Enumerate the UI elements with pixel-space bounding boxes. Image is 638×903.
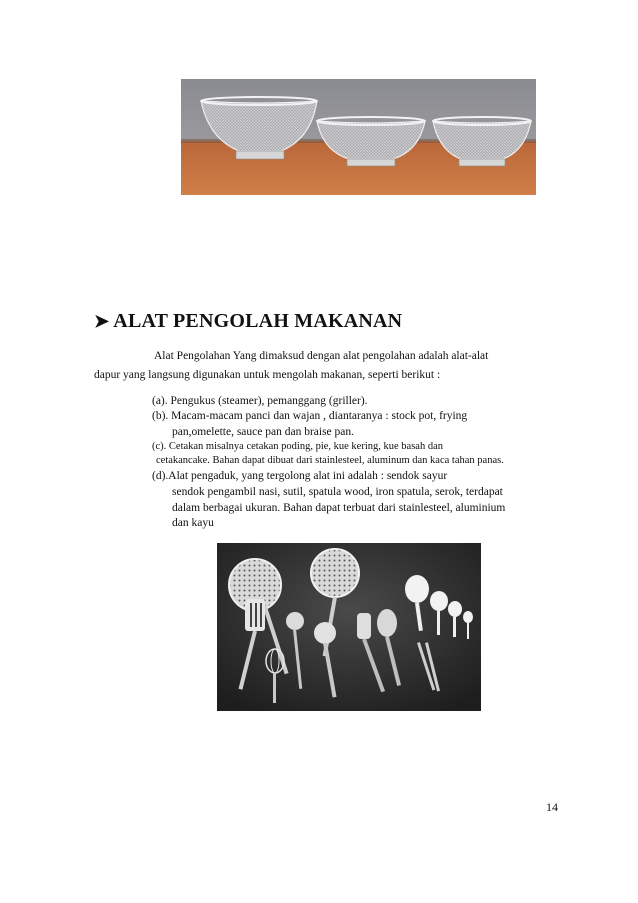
item-d-line-3: dalam berbagai ukuran. Bahan dapat terbuat dari stainlesteel, aluminium [172,502,506,514]
item-d-line-2: sendok pengambil nasi, sutil, spatula wood, iron spatula, serok, terdapat [172,486,503,498]
strainer-bowls-illustration [181,79,536,195]
strainer-bowls-photo [181,79,536,195]
arrow-bullet-icon: ➤ [94,311,110,331]
item-b-line-2: pan,omelette, sauce pan dan braise pan. [172,426,355,438]
section-title: ALAT PENGOLAH MAKANAN [113,310,403,332]
utensils-illustration [217,543,481,711]
item-d-line-1: (d).Alat pengaduk, yang tergolong alat ini adalah : sendok sayur [152,470,448,482]
item-c-line-1: (c). Cetakan misalnya cetakan poding, pie, kue kering, kue basah dan [152,441,443,452]
item-a: (a). Pengukus (steamer), pemanggang (griller). [152,395,368,407]
item-c-line-2: cetakancake. Bahan dapat dibuat dari stainlesteel, aluminum dan kaca tahan panas. [156,455,504,466]
intro-line-1: Alat Pengolahan Yang dimaksud dengan alat pengolahan adalah alat-alat [154,350,489,362]
section-heading [94,310,402,333]
item-d-line-4: dan kayu [172,517,214,529]
kitchen-utensils-photo [217,543,481,711]
item-b-line-1: (b). Macam-macam panci dan wajan , diantaranya : stock pot, frying [152,410,468,422]
intro-line-2: dapur yang langsung digunakan untuk mengolah makanan, seperti berikut : [94,369,441,381]
page-number: 14 [546,800,558,814]
